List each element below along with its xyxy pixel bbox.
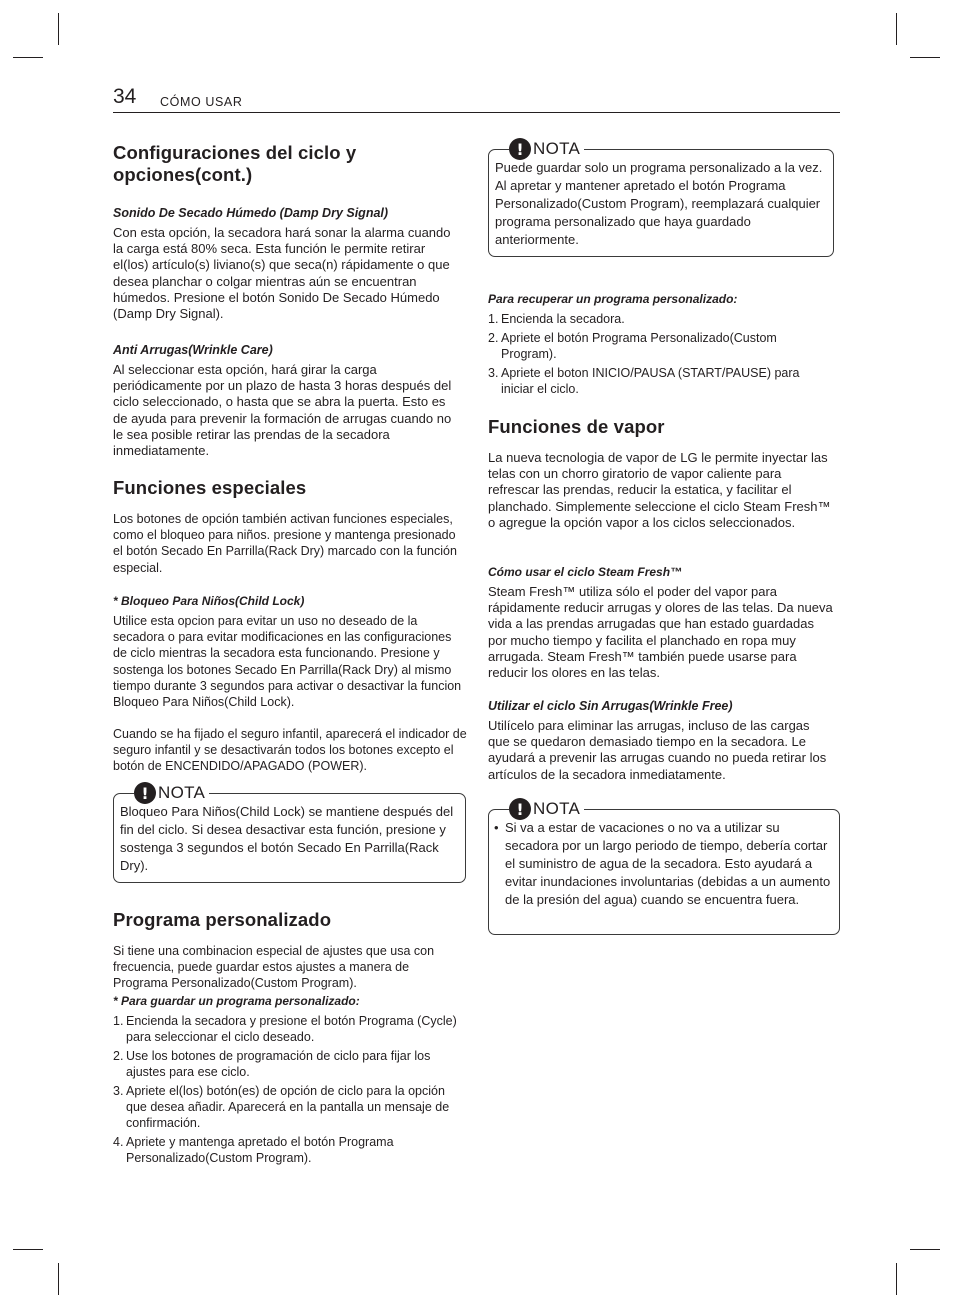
note-label: NOTA — [533, 799, 581, 818]
list-item: 2. Use los botones de programación de ciclo para fijar los ajustes para ese ciclo. — [113, 1049, 431, 1079]
save-program-heading: * Para guardar un programa personalizado: — [113, 994, 360, 1008]
wrinkle-care-text: Al seleccionar esta opción, hará girar la carga periódicamente por un plazo de hasta 3 horas después del ciclo seleccionado, o hasta que se abra la puerta. Esto es de ayuda para prevenir la formación de arrugas cuando no le sea posible retirar las prendas de la secadora inmediatamente. — [113, 362, 452, 459]
crop-mark — [58, 1263, 59, 1295]
note-box-vacation — [488, 799, 840, 935]
crop-mark — [58, 13, 59, 45]
bullet: • — [494, 820, 499, 835]
recover-program-heading: Para recuperar un programa personalizado: — [488, 292, 738, 306]
exclamation-icon: ! — [509, 798, 531, 820]
page-number: 34 — [113, 85, 137, 108]
list-item: 2. Apriete el botón Programa Personalizado(Custom Program). — [488, 331, 777, 361]
list-item: 4. Apriete y mantenga apretado el botón Programa Personalizado(Custom Program). — [113, 1135, 394, 1165]
note-text: Si va a estar de vacaciones o no va a utilizar su secadora por un largo periodo de tiempo, debería cortar el suministro de agua de la secadora. Esto ayudará a evitar inundaciones involuntarias (debidas a un aumento de la presión del agua) cuando se encuentra fuera. — [505, 820, 831, 907]
list-item: 1. Encienda la secadora. — [488, 312, 625, 326]
crop-mark — [896, 13, 897, 45]
recover-program-steps — [488, 311, 834, 397]
note-box-child-lock — [113, 783, 466, 883]
page-title: Configuraciones del ciclo y opciones(cont.) — [113, 142, 357, 185]
note-text: Bloqueo Para Niños(Child Lock) se mantiene después del fin del ciclo. Si desea desactivar esta función, presione y sostenga 3 segundos el botón Secado En Parrilla(Rack Dry). — [120, 804, 454, 873]
wrinkle-free-heading: Utilizar el ciclo Sin Arrugas(Wrinkle Free) — [488, 699, 733, 713]
section-name: CÓMO USAR — [160, 95, 243, 109]
damp-dry-text: Con esta opción, la secadora hará sonar la alarma cuando la carga está 80% seca. Esta función le permite retirar el(los) artículo(s) liviano(s) que seca(n) rápidamente o que desea planchar o colgar mientras aún se encuentran húmedos. Presione el botón Sonido De Secado Húmedo (Damp Dry Signal). — [113, 225, 451, 322]
exclamation-icon: ! — [509, 138, 531, 160]
wrinkle-care-heading: Anti Arrugas(Wrinkle Care) — [113, 343, 273, 357]
save-program-steps — [113, 1013, 467, 1166]
list-item: 3. Apriete el(los) botón(es) de opción de ciclo para la opción que desea añadir. Aparecerá en la pantalla un mensaje de confirmación. — [113, 1084, 450, 1130]
note-header — [509, 798, 584, 820]
note-header — [509, 138, 584, 160]
note-box-custom-program — [488, 139, 834, 257]
steam-fresh-text: Steam Fresh™ utiliza sólo el poder del vapor para rápidamente reducir arrugas y olores de las telas. Da nueva vida a las prendas arrugadas que han estado guardadas por mucho tiempo y facilita el planchado en ropa muy arrugada. Steam Fresh™ también puede usarse para reducir los olores en las telas. — [488, 584, 833, 681]
list-item: 3. Apriete el boton INICIO/PAUSA (START/PAUSE) para iniciar el ciclo. — [488, 366, 800, 396]
custom-program-heading: Programa personalizado — [113, 909, 332, 930]
special-functions-text: Los botones de opción también activan funciones especiales, como el bloqueo para niños. presione y mantenga presionado el botón Secado En Parrilla(Rack Dry) marcado con la función especial. — [113, 512, 457, 575]
custom-program-text: Si tiene una combinacion especial de ajustes que usa con frecuencia, puede guardar estos ajustes a manera de Programa Personalizado(Custom Program). — [113, 944, 435, 991]
crop-mark — [13, 1249, 43, 1250]
crop-mark — [910, 1249, 940, 1250]
note-label: NOTA — [158, 783, 206, 802]
exclamation-icon: ! — [134, 782, 156, 804]
crop-mark — [896, 1263, 897, 1295]
note-text: Puede guardar solo un programa personalizado a la vez. Al apretar y mantener apretado el botón Programa Personalizado(Custom Program), reemplazará cualquier programa personalizado que haya guardado anteriormente. — [495, 160, 823, 247]
note-header — [134, 782, 209, 804]
child-lock-text: Utilice esta opcion para evitar un uso no deseado de la secadora o para evitar modificaciones en las configuraciones de ciclo mientras la secadora esta funcionando. Presione y sostenga los botones Secado En Parrilla(Rack Dry) al mismo tiempo durante 3 segundos para activar o desactivar la funcion Bloqueo Para Niños(Child Lock). — [113, 614, 462, 710]
damp-dry-heading: Sonido De Secado Húmedo (Damp Dry Signal) — [113, 206, 389, 220]
steam-functions-text: La nueva tecnologia de vapor de LG le permite inyectar las telas con un chorro giratorio de vapor caliente para refrescar las prendas, reducir la estatica, y facilitar el planchado. Simplemente seleccione el ciclo Steam Fresh™ o agregue la opción vapor a los ciclos seleccionados. — [488, 450, 831, 530]
wrinkle-free-text: Utilícelo para eliminar las arrugas, incluso de las cargas que se quedaron demasiado tiempo en la secadora. Le ayudará a prevenir las arrugas cuando no pueda retirar los artículos de la secadora inmediatamente. — [488, 718, 827, 782]
steam-functions-heading: Funciones de vapor — [488, 416, 665, 437]
header-rule — [113, 112, 840, 113]
crop-mark — [910, 57, 940, 58]
special-functions-heading: Funciones especiales — [113, 477, 307, 498]
note-label: NOTA — [533, 139, 581, 158]
steam-fresh-heading: Cómo usar el ciclo Steam Fresh™ — [488, 565, 683, 579]
crop-mark — [13, 57, 43, 58]
child-lock-heading: * Bloqueo Para Niños(Child Lock) — [113, 594, 305, 608]
list-item: 1. Encienda la secadora y presione el botón Programa (Cycle) para seleccionar el ciclo deseado. — [113, 1014, 457, 1044]
note-bullet-item — [491, 819, 835, 909]
child-lock-indicator-text: Cuando se ha fijado el seguro infantil, aparecerá el indicador de seguro infantil y se desactivarán todos los botones excepto el botón de ENCENDIDO/APAGADO (POWER). — [113, 727, 467, 774]
